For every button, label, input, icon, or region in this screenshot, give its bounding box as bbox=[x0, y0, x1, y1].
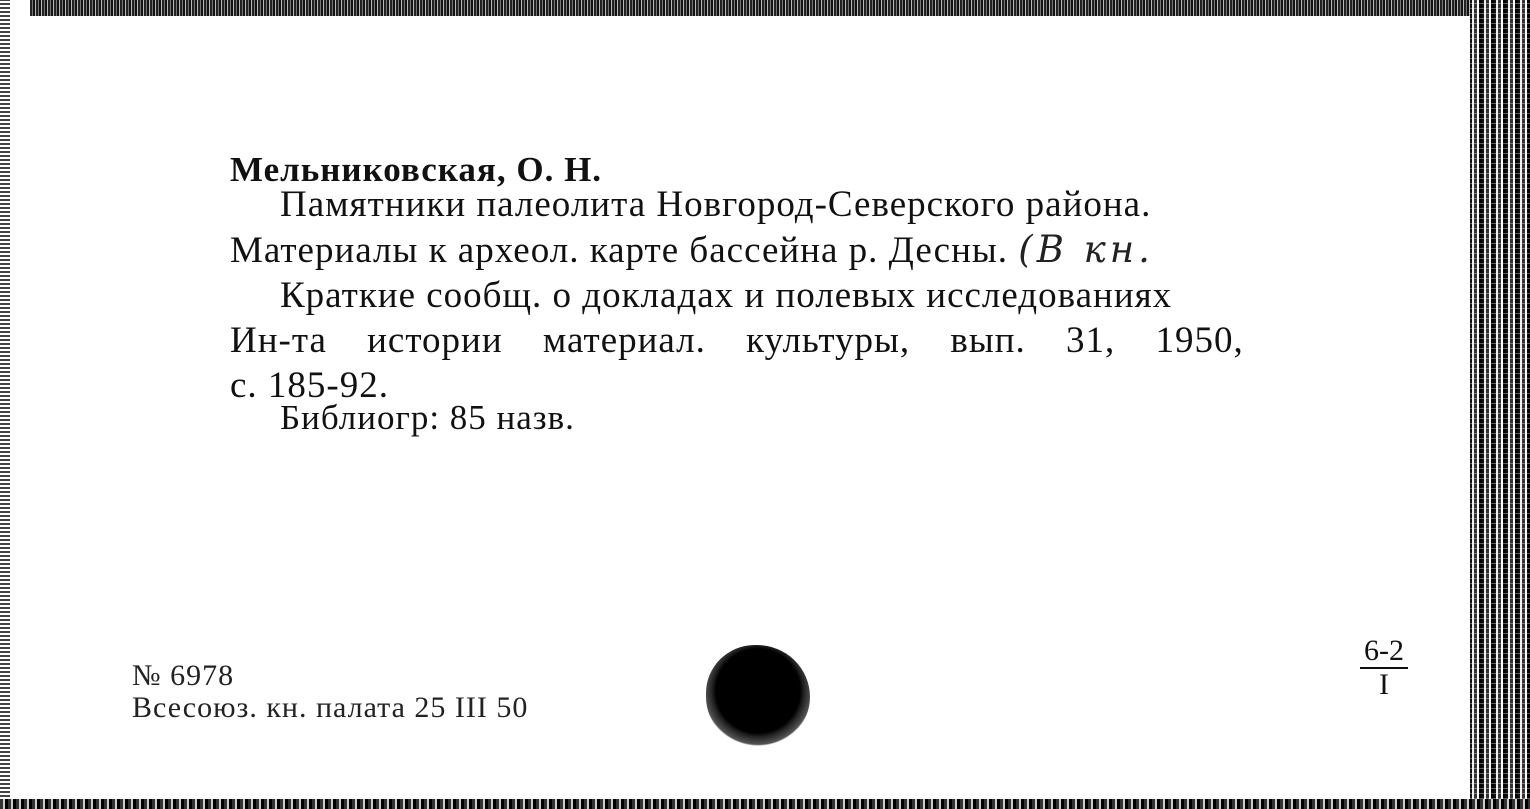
citation-line-3: Краткие сообщ. о докладах и полевых исследованиях bbox=[280, 275, 1173, 316]
scan-edge-right bbox=[1470, 0, 1530, 809]
ink-blot-hole bbox=[706, 645, 810, 747]
scan-edge-top bbox=[30, 0, 1470, 16]
publisher-stamp: Всесоюз. кн. палата 25 III 50 bbox=[132, 691, 529, 724]
citation-line-4: Ин-та истории материал. культуры, вып. 31, 1950, bbox=[230, 320, 1244, 361]
citation-line-2 bbox=[230, 227, 1400, 273]
card-number: № 6978 bbox=[132, 659, 235, 692]
handwritten-note: (В кн. bbox=[1018, 228, 1154, 271]
citation-line-5: с. 185-92. bbox=[230, 365, 389, 406]
class-code-numerator: 6-2 bbox=[1360, 635, 1408, 669]
scan-edge-left bbox=[0, 0, 10, 809]
classification-code bbox=[1360, 635, 1408, 701]
bibliography-note: Библиогр: 85 назв. bbox=[280, 398, 575, 437]
scan-edge-bottom bbox=[0, 799, 1530, 809]
class-code-denominator: I bbox=[1379, 668, 1389, 701]
citation-line-2-text: Материалы к археол. карте бассейна р. Десны. bbox=[230, 230, 1009, 271]
citation-line-1-text: Памятники палеолита Новгород-Северского района. bbox=[280, 184, 1152, 225]
card-footer bbox=[132, 660, 528, 724]
author-heading: Мельниковская, О. Н. bbox=[230, 150, 603, 189]
citation-line-1 bbox=[230, 182, 1400, 227]
citation-text bbox=[230, 182, 1400, 408]
